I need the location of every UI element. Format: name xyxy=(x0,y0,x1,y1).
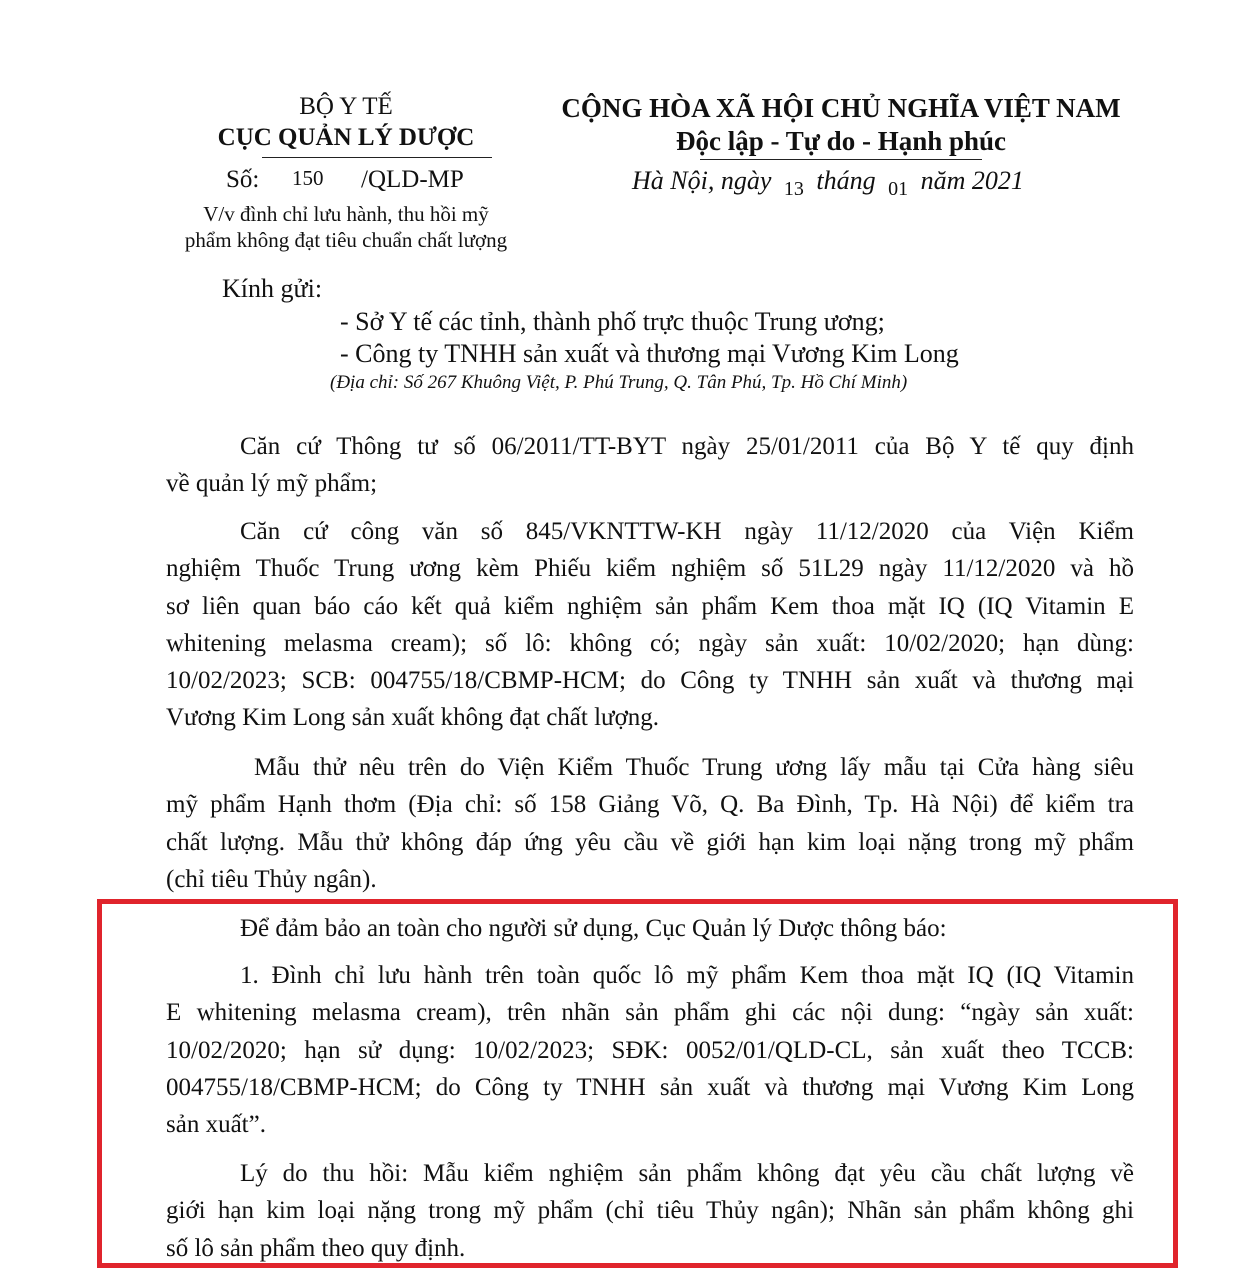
text-line: Lý do thu hồi: Mẫu kiểm nghiệm sản phẩm không đạt yêu cầu chất lượng về xyxy=(240,1160,1134,1187)
paragraph-announcement xyxy=(166,910,1134,947)
text-line: Căn cứ công văn số 845/VKNTTW-KH ngày 11/12/2020 của Viện Kiểm xyxy=(240,518,1134,545)
recipient-item-2: - Công ty TNHH sản xuất và thương mại Vương Kim Long xyxy=(340,339,959,368)
motto-underline xyxy=(700,159,982,160)
ministry-name: BỘ Y TẾ xyxy=(299,93,393,120)
text-line: giới hạn kim loại nặng trong mỹ phẩm (chỉ tiêu Thủy ngân); Nhãn sản phẩm không ghi xyxy=(166,1197,1134,1225)
date-line xyxy=(632,166,1024,200)
date-year: năm 2021 xyxy=(920,166,1024,195)
text-line: E whitening melasma cream), trên nhãn sản phẩm ghi các nội dung: “ngày sản xuất: xyxy=(166,999,1134,1027)
text-line: (chỉ tiêu Thủy ngân). xyxy=(166,865,377,893)
paragraph-suspension xyxy=(166,957,1134,1143)
text-line: Để đảm bảo an toàn cho người sử dụng, Cục Quản lý Dược thông báo: xyxy=(240,915,947,942)
text-line: 10/02/2020; hạn sử dụng: 10/02/2023; SĐK: 0052/01/QLD-CL, sản xuất theo TCCB: xyxy=(166,1036,1134,1064)
paragraph-recall-reason xyxy=(166,1155,1134,1267)
document-number-suffix: /QLD-MP xyxy=(361,166,464,193)
text-line: số lô sản phẩm theo quy định. xyxy=(166,1234,466,1262)
text-line: Căn cứ Thông tư số 06/2011/TT-BYT ngày 25/01/2011 của Bộ Y tế quy định xyxy=(240,433,1134,460)
paragraph-sample-info xyxy=(166,749,1134,898)
department-underline xyxy=(262,157,492,158)
paragraph-legal-basis-official-letter xyxy=(166,513,1134,737)
text-line: sơ liên quan báo cáo kết quả kiểm nghiệm sản phẩm Kem thoa mặt IQ (IQ Vitamin E xyxy=(166,592,1134,620)
text-line: chất lượng. Mẫu thử không đáp ứng yêu cầu về giới hạn kim loại nặng trong mỹ phẩm xyxy=(166,828,1134,856)
document-number-value: 150 xyxy=(292,166,324,190)
paragraph-legal-basis-circular xyxy=(166,428,1134,503)
subject-line-2: phẩm không đạt tiêu chuẩn chất lượng xyxy=(184,228,508,252)
date-month: 01 xyxy=(888,178,909,200)
recipient-address: (Địa chỉ: Số 267 Khuông Việt, P. Phú Trung, Q. Tân Phú, Tp. Hồ Chí Minh) xyxy=(330,372,908,393)
date-day: 13 xyxy=(783,178,804,200)
text-line: nghiệm Thuốc Trung ương kèm Phiếu kiểm nghiệm số 51L29 ngày 11/12/2020 và hồ xyxy=(166,555,1134,583)
republic-title: CỘNG HÒA XÃ HỘI CHỦ NGHĨA VIỆT NAM xyxy=(561,93,1121,123)
subject-line-1: V/v đình chỉ lưu hành, thu hồi mỹ xyxy=(203,202,489,226)
text-line: Mẫu thử nêu trên do Viện Kiểm Thuốc Trung ương lấy mẫu tại Cửa hàng siêu xyxy=(254,754,1134,781)
text-line: sản xuất”. xyxy=(166,1111,266,1139)
text-line: về quản lý mỹ phẩm; xyxy=(166,470,378,498)
text-line: Vương Kim Long sản xuất không đạt chất lượng. xyxy=(166,704,660,732)
text-line: 10/02/2023; SCB: 004755/18/CBMP-HCM; do Công ty TNHH sản xuất và thương mại xyxy=(166,667,1134,695)
text-line: whitening melasma cream); số lô: không có; ngày sản xuất: 10/02/2020; hạn dùng: xyxy=(166,629,1134,657)
document-number-label: Số: xyxy=(226,166,260,193)
department-name: CỤC QUẢN LÝ DƯỢC xyxy=(217,124,475,151)
text-line: 1. Đình chỉ lưu hành trên toàn quốc lô mỹ phẩm Kem thoa mặt IQ (IQ Vitamin xyxy=(240,962,1134,989)
national-motto: Độc lập - Tự do - Hạnh phúc xyxy=(675,126,1007,156)
date-prefix: Hà Nội, ngày xyxy=(632,166,772,195)
recipient-item-1: - Sở Y tế các tỉnh, thành phố trực thuộc Trung ương; xyxy=(340,307,885,336)
date-month-label: tháng xyxy=(816,166,876,195)
text-line: 004755/18/CBMP-HCM; do Công ty TNHH sản xuất và thương mại Vương Kim Long xyxy=(166,1073,1134,1101)
recipients-label: Kính gửi: xyxy=(222,274,323,303)
text-line: mỹ phẩm Hạnh thơm (Địa chỉ: số 158 Giảng Võ, Q. Ba Đình, Tp. Hà Nội) để kiểm tra xyxy=(166,791,1134,819)
